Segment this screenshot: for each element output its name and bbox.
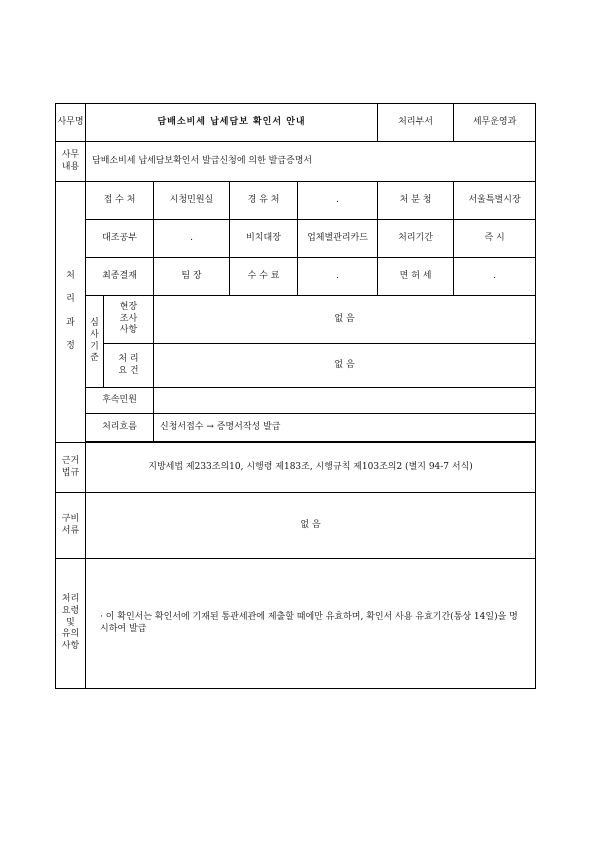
process-cell: . [298, 258, 378, 296]
process-cell: 접 수 처 [86, 182, 154, 220]
process-cell: 시청민원실 [154, 182, 230, 220]
process-label: 처 리 과 정 [56, 182, 86, 443]
notes-row [56, 559, 536, 689]
office-label: 사무명 [56, 104, 86, 142]
process-row-3 [56, 258, 536, 296]
process-cell: 비치대장 [230, 220, 298, 258]
process-cell: . [154, 220, 230, 258]
process-row-1 [56, 182, 536, 220]
process-cell: . [454, 258, 536, 296]
requirements-value: 없 음 [154, 344, 536, 388]
process-cell: 업체별관리카드 [298, 220, 378, 258]
process-row-2 [56, 220, 536, 258]
followup-value [154, 388, 536, 414]
process-cell: 수 수 료 [230, 258, 298, 296]
site-inspection-value: 없 음 [154, 296, 536, 344]
law-text: 지방세법 제233조의10, 시행령 제183조, 시행규칙 제103조의2 (별지 94-7 서식) [86, 443, 536, 493]
review-criteria-label: 심 사 기 준 [86, 296, 104, 388]
notes-label: 처리 요령 및 유의 사항 [56, 559, 86, 689]
followup-label: 후속민원 [86, 388, 154, 414]
content-text: 담배소비세 납세담보확인서 발급신청에 의한 발급증명서 [86, 142, 536, 182]
page-title: 담배소비세 납세담보 확인서 안내 [86, 104, 378, 142]
dept-label: 처리부서 [378, 104, 454, 142]
dept-value: 세무운영과 [454, 104, 536, 142]
docs-text: 없 음 [86, 493, 536, 559]
process-cell: 경 유 처 [230, 182, 298, 220]
docs-row [56, 493, 536, 559]
requirements-label: 처 리 요 건 [104, 344, 154, 388]
docs-label: 구비 서류 [56, 493, 86, 559]
process-cell: 즉 시 [454, 220, 536, 258]
requirements-row [56, 344, 536, 388]
info-table [55, 103, 536, 689]
process-cell: 처 분 청 [378, 182, 454, 220]
process-cell: 처리기간 [378, 220, 454, 258]
law-label: 근거 법규 [56, 443, 86, 493]
flow-value: 신청서접수 → 증명서작성 발급 [154, 414, 536, 442]
process-cell: . [298, 182, 378, 220]
content-row [56, 142, 536, 182]
followup-row [56, 388, 536, 414]
process-cell: 대조공부 [86, 220, 154, 258]
header-row [56, 104, 536, 142]
process-cell: 최종결재 [86, 258, 154, 296]
site-inspection-label: 현장 조사 사항 [104, 296, 154, 344]
process-cell: 서울특별시장 [454, 182, 536, 220]
flow-row [56, 414, 536, 442]
site-inspection-row [56, 296, 536, 344]
flow-label: 처리흐름 [86, 414, 154, 442]
notes-text: · 이 확인서는 확인서에 기재된 통관세관에 제출할 때에만 유효하며, 확인서 사용 유효기간(통상 14일)을 명시하여 발급 [86, 559, 536, 689]
process-cell: 면 허 세 [378, 258, 454, 296]
content-label: 사무 내용 [56, 142, 86, 182]
law-row [56, 443, 536, 493]
process-cell: 팀 장 [154, 258, 230, 296]
